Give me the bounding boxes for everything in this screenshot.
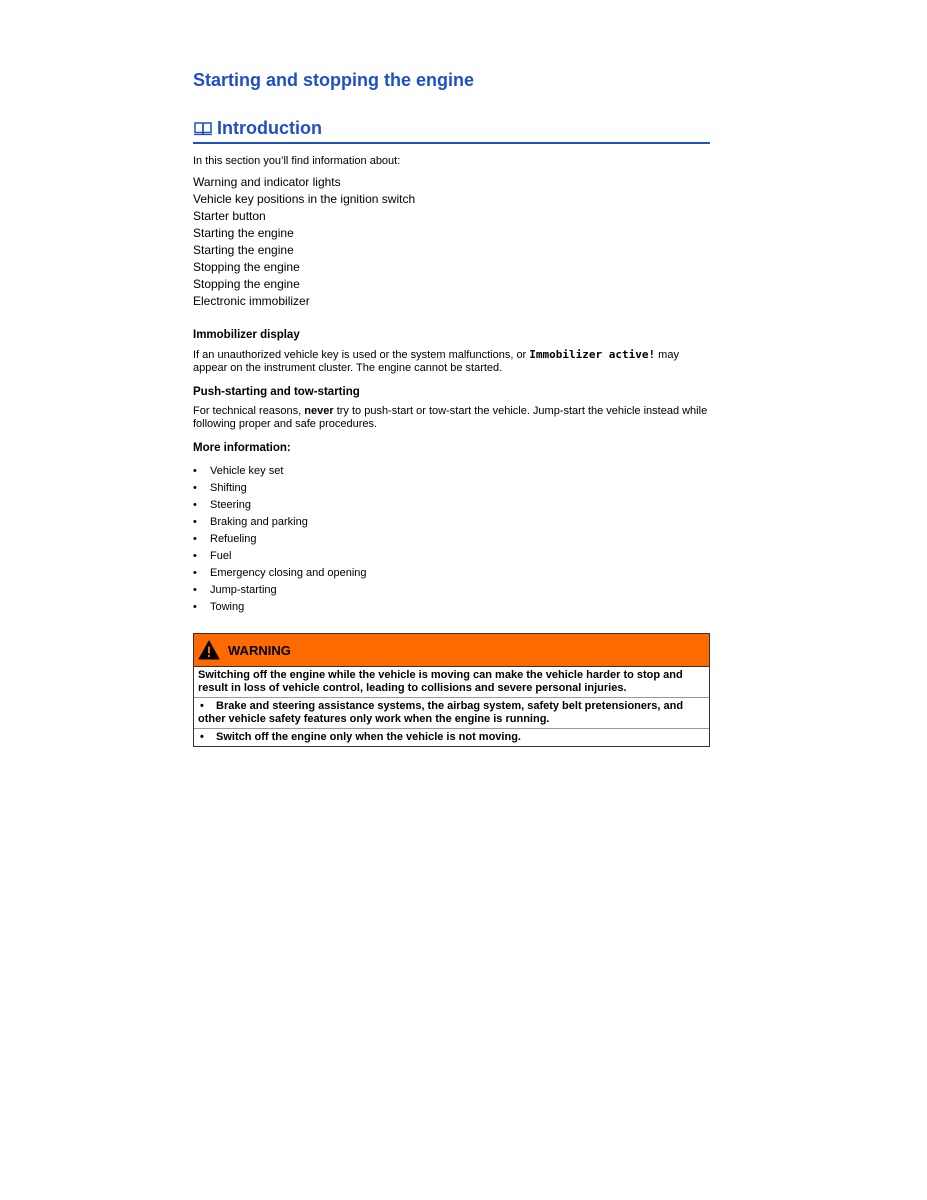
topic-link[interactable]: Stopping the engine xyxy=(193,277,300,291)
warning-label: WARNING xyxy=(228,642,291,658)
bullet: • xyxy=(200,700,204,712)
more-info-item[interactable] xyxy=(193,565,710,582)
bullet: • xyxy=(193,465,197,477)
more-info-list xyxy=(193,463,710,616)
warning-bullet-line xyxy=(194,729,709,746)
immobilizer-text-after: may appear on the instrument cluster. The engine cannot be started. xyxy=(193,349,679,374)
warning-header xyxy=(194,634,709,667)
topic-link[interactable]: Vehicle key positions in the ignition switch xyxy=(193,192,416,206)
more-info-link[interactable]: Fuel xyxy=(210,550,232,562)
more-info-link[interactable]: Braking and parking xyxy=(210,516,308,528)
more-info-item[interactable] xyxy=(193,480,710,497)
bullet: • xyxy=(193,482,197,494)
bullet: • xyxy=(193,499,197,511)
bullet: • xyxy=(193,567,197,579)
push-start-text-after: try to push-start or tow-start the vehicle. Jump-start the vehicle instead while following proper and safe procedures. xyxy=(193,405,708,430)
immobilizer-text xyxy=(193,348,710,375)
warning-triangle-icon xyxy=(198,640,220,660)
warning-bullet-line xyxy=(194,698,709,729)
bullet: • xyxy=(200,731,204,743)
more-info-item[interactable] xyxy=(193,548,710,565)
topic-link[interactable]: Warning and indicator lights xyxy=(193,175,341,189)
push-start-emphasis: never xyxy=(304,405,334,417)
more-info-item[interactable] xyxy=(193,497,710,514)
topic-link[interactable]: Starting the engine xyxy=(193,243,294,257)
immobilizer-heading: Immobilizer display xyxy=(193,329,300,341)
more-info-link[interactable]: Jump-starting xyxy=(210,584,277,596)
more-info-item[interactable] xyxy=(193,531,710,548)
warning-body xyxy=(194,667,709,746)
topic-link[interactable]: Starting the engine xyxy=(193,226,294,240)
more-info-link[interactable]: Steering xyxy=(210,499,251,511)
more-info-heading: More information: xyxy=(193,442,291,454)
book-icon xyxy=(193,120,213,136)
bullet: • xyxy=(193,533,197,545)
warning-line-text: Brake and steering assistance systems, the airbag system, safety belt pretensioners, and other vehicle safety features only work when the engine is running. xyxy=(198,700,684,725)
page-content xyxy=(193,68,710,747)
more-info-link[interactable]: Vehicle key set xyxy=(210,465,284,477)
topic-link[interactable]: Starter button xyxy=(193,209,266,223)
push-start-text-before: For technical reasons, xyxy=(193,405,305,417)
more-info-link[interactable]: Towing xyxy=(210,601,245,613)
topic-link[interactable]: Stopping the engine xyxy=(193,260,300,274)
more-info-item[interactable] xyxy=(193,582,710,599)
more-info-link[interactable]: Shifting xyxy=(210,482,247,494)
topic-link[interactable]: Electronic immobilizer xyxy=(193,294,310,308)
more-info-item[interactable] xyxy=(193,463,710,480)
immobilizer-code: Immobilizer active! xyxy=(529,348,656,361)
warning-line: Switching off the engine while the vehicle is moving can make the vehicle harder to stop and result in loss of vehicle control, leading to collisions and severe personal injuries. xyxy=(194,667,709,698)
more-info-item[interactable] xyxy=(193,514,710,531)
topic-list xyxy=(193,174,710,310)
more-info-item[interactable] xyxy=(193,599,710,616)
bullet: • xyxy=(193,516,197,528)
bullet: • xyxy=(193,584,197,596)
intro-text: In this section you’ll find information about: xyxy=(193,155,401,167)
push-start-heading: Push-starting and tow-starting xyxy=(193,386,360,398)
bullet: • xyxy=(193,550,197,562)
more-info-link[interactable]: Refueling xyxy=(210,533,257,545)
section-title: Introduction xyxy=(217,118,322,138)
warning-box xyxy=(193,633,710,747)
page-title: Starting and stopping the engine xyxy=(193,70,474,90)
push-start-text xyxy=(193,405,710,431)
section-header xyxy=(193,116,710,144)
immobilizer-text-before: If an unauthorized vehicle key is used or the system malfunctions, or xyxy=(193,349,530,361)
more-info-link[interactable]: Emergency closing and opening xyxy=(210,567,367,579)
warning-line-text: Switch off the engine only when the vehicle is not moving. xyxy=(216,731,521,743)
bullet: • xyxy=(193,601,197,613)
